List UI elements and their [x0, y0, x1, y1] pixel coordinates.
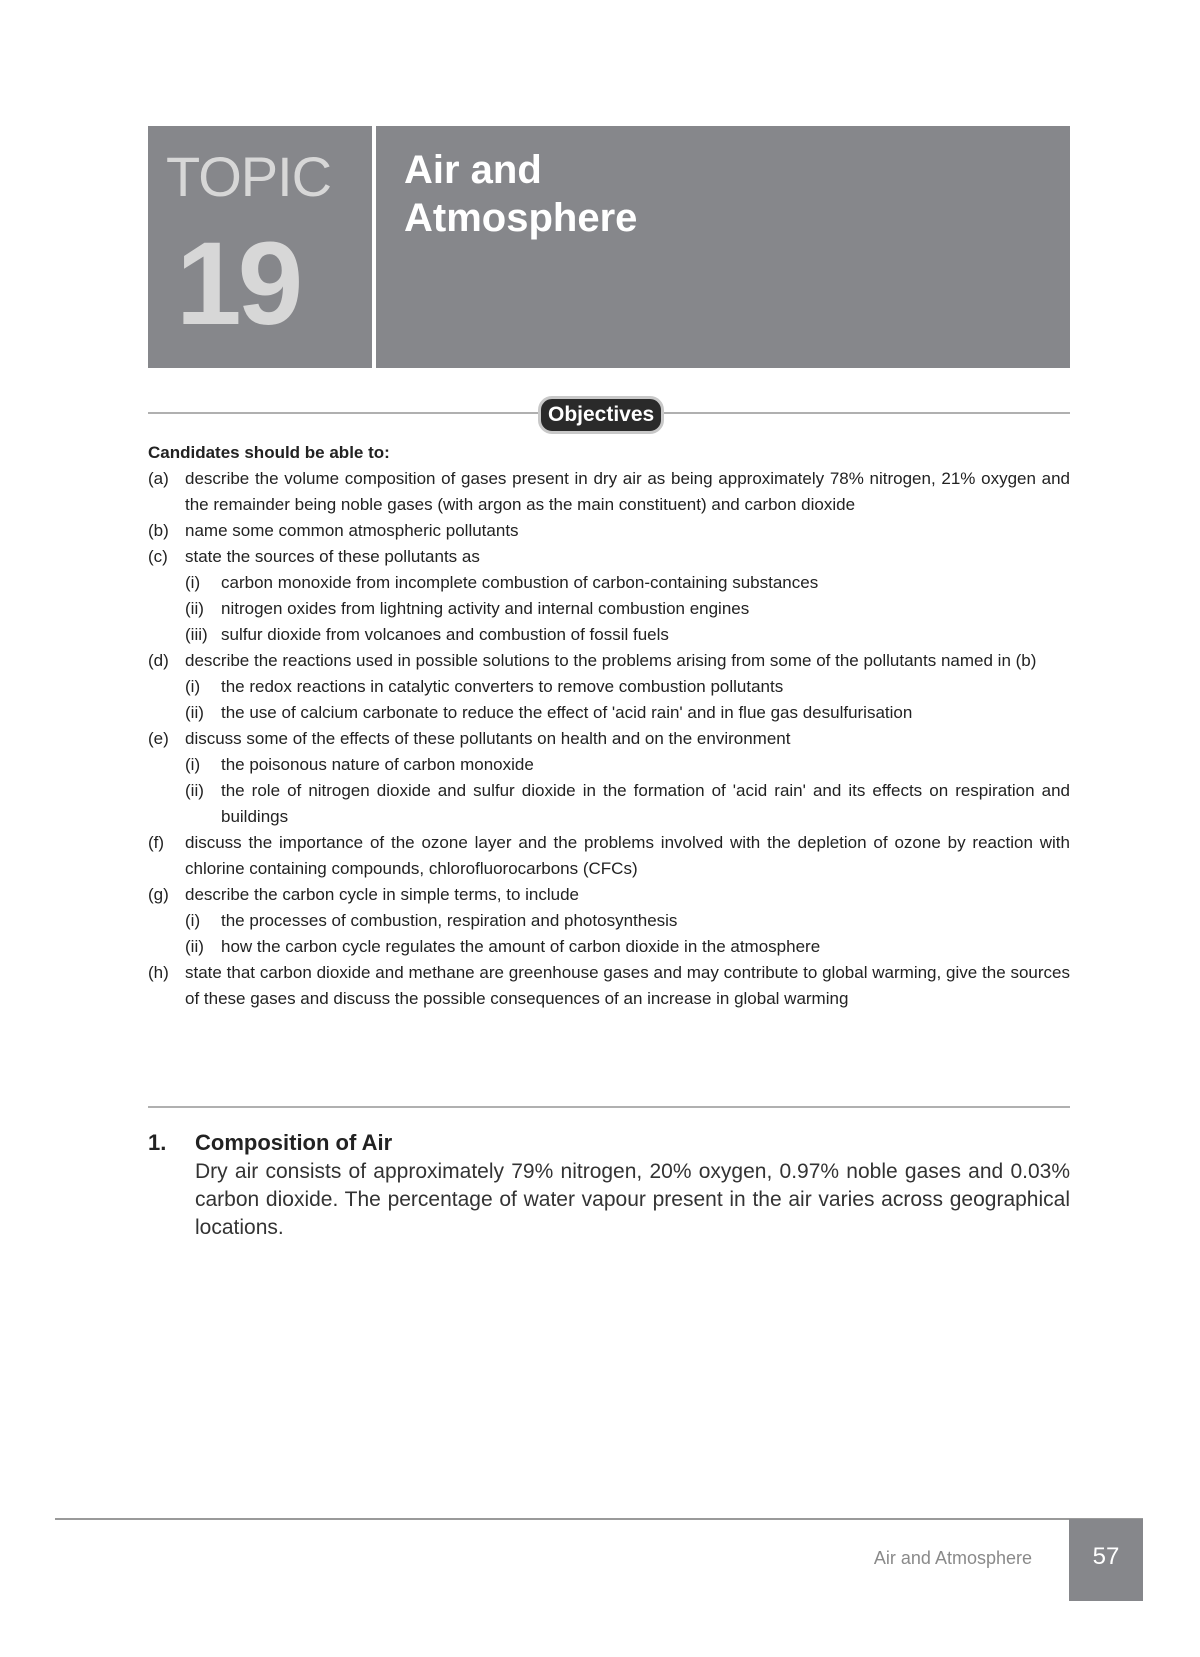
objective-subitem-label: (i): [185, 677, 201, 696]
section-composition-of-air: [148, 1128, 1070, 1242]
objective-subitem: [148, 674, 1070, 700]
objective-item-label: (c): [148, 547, 168, 566]
objective-subitem-label: (i): [185, 911, 201, 930]
objective-subitem-text: the role of nitrogen dioxide and sulfur dioxide in the formation of 'acid rain' and its effects on respiration and buildings: [221, 781, 1070, 826]
objectives-lead: Candidates should be able to:: [148, 443, 390, 462]
objective-item-label: (d): [148, 651, 169, 670]
objective-item-text: state that carbon dioxide and methane are greenhouse gases and may contribute to global warming, give the sources of these gases and discuss the possible consequences of an increase in global warming: [185, 963, 1070, 1008]
topic-word: TOPIC: [166, 145, 332, 208]
page-number: 57: [1069, 1519, 1143, 1601]
objective-subitem: [148, 570, 1070, 596]
objective-item-label: (e): [148, 729, 169, 748]
objective-item-text: name some common atmospheric pollutants: [185, 521, 519, 540]
objectives-items: [148, 466, 1070, 1012]
topic-title: [376, 126, 637, 368]
objective-item: [148, 544, 1070, 570]
objective-subitem-text: sulfur dioxide from volcanoes and combustion of fossil fuels: [221, 625, 669, 644]
section-number: 1.: [148, 1130, 167, 1155]
objective-subitem: [148, 934, 1070, 960]
objective-subitem-text: the processes of combustion, respiration and photosynthesis: [221, 911, 678, 930]
objectives-list: [148, 440, 1070, 1012]
objective-item: [148, 518, 1070, 544]
objective-subitem: [148, 908, 1070, 934]
objective-item: [148, 960, 1070, 1012]
objective-item-label: (a): [148, 469, 169, 488]
objective-item-label: (h): [148, 963, 169, 982]
objective-subitem-text: how the carbon cycle regulates the amount of carbon dioxide in the atmosphere: [221, 937, 821, 956]
objective-subitem: [148, 622, 1070, 648]
topic-number: 19: [176, 218, 300, 350]
objective-item-text: state the sources of these pollutants as: [185, 547, 480, 566]
section-heading: [148, 1128, 1070, 1158]
objective-item-text: describe the volume composition of gases present in dry air as being approximately 78% nitrogen, 21% oxygen and the remainder being noble gases (with argon as the main constituent) and carbon dioxide: [185, 469, 1070, 514]
objective-subitem: [148, 700, 1070, 726]
objectives-heading: Objectives: [538, 396, 664, 434]
objective-item-label: (f): [148, 833, 165, 852]
objective-item-text: describe the carbon cycle in simple terms, to include: [185, 885, 580, 904]
objective-item-text: discuss some of the effects of these pollutants on health and on the environment: [185, 729, 791, 748]
objective-subitem-label: (iii): [185, 625, 208, 644]
topic-label-block: [148, 126, 372, 368]
objective-item: [148, 466, 1070, 518]
objective-item-text: describe the reactions used in possible solutions to the problems arising from some of the pollutants named in (b): [185, 651, 1037, 670]
objective-item-text: discuss the importance of the ozone layer and the problems involved with the depletion of ozone by reaction with chlorine containing compounds, chlorofluorocarbons (CFCs): [185, 833, 1070, 878]
footer-running-title: Air and Atmosphere: [873, 1548, 1032, 1568]
objective-item: [148, 830, 1070, 882]
objective-subitem-text: the redox reactions in catalytic converters to remove combustion pollutants: [221, 677, 784, 696]
objective-subitem-text: the use of calcium carbonate to reduce the effect of 'acid rain' and in flue gas desulfurisation: [221, 703, 913, 722]
objective-subitem-label: (i): [185, 755, 201, 774]
objective-subitem-label: (ii): [185, 703, 204, 722]
objective-item: [148, 882, 1070, 908]
objective-subitem-label: (i): [185, 573, 201, 592]
objective-subitem-text: nitrogen oxides from lightning activity and internal combustion engines: [221, 599, 750, 618]
objective-subitem-label: (ii): [185, 937, 204, 956]
objective-item: [148, 648, 1070, 674]
topic-title-line1: Air and: [404, 148, 542, 192]
objective-item: [148, 726, 1070, 752]
objective-subitem: [148, 778, 1070, 830]
objective-item-label: (b): [148, 521, 169, 540]
section-rule: [148, 1106, 1070, 1108]
objective-subitem-text: carbon monoxide from incomplete combustion of carbon-containing substances: [221, 573, 819, 592]
section-body: Dry air consists of approximately 79% nitrogen, 20% oxygen, 0.97% noble gases and 0.03% carbon dioxide. The percentage of water vapour present in the air varies across geographical locations.: [195, 1160, 1070, 1239]
objective-subitem: [148, 752, 1070, 778]
topic-banner: [148, 126, 1070, 368]
section-title: Composition of Air: [195, 1130, 393, 1155]
objective-subitem-label: (ii): [185, 599, 204, 618]
objective-subitem-label: (ii): [185, 781, 204, 800]
objective-subitem: [148, 596, 1070, 622]
objective-subitem-text: the poisonous nature of carbon monoxide: [221, 755, 534, 774]
topic-title-line2: Atmosphere: [404, 196, 638, 240]
objective-item-label: (g): [148, 885, 169, 904]
footer-rule: [55, 1518, 1143, 1520]
